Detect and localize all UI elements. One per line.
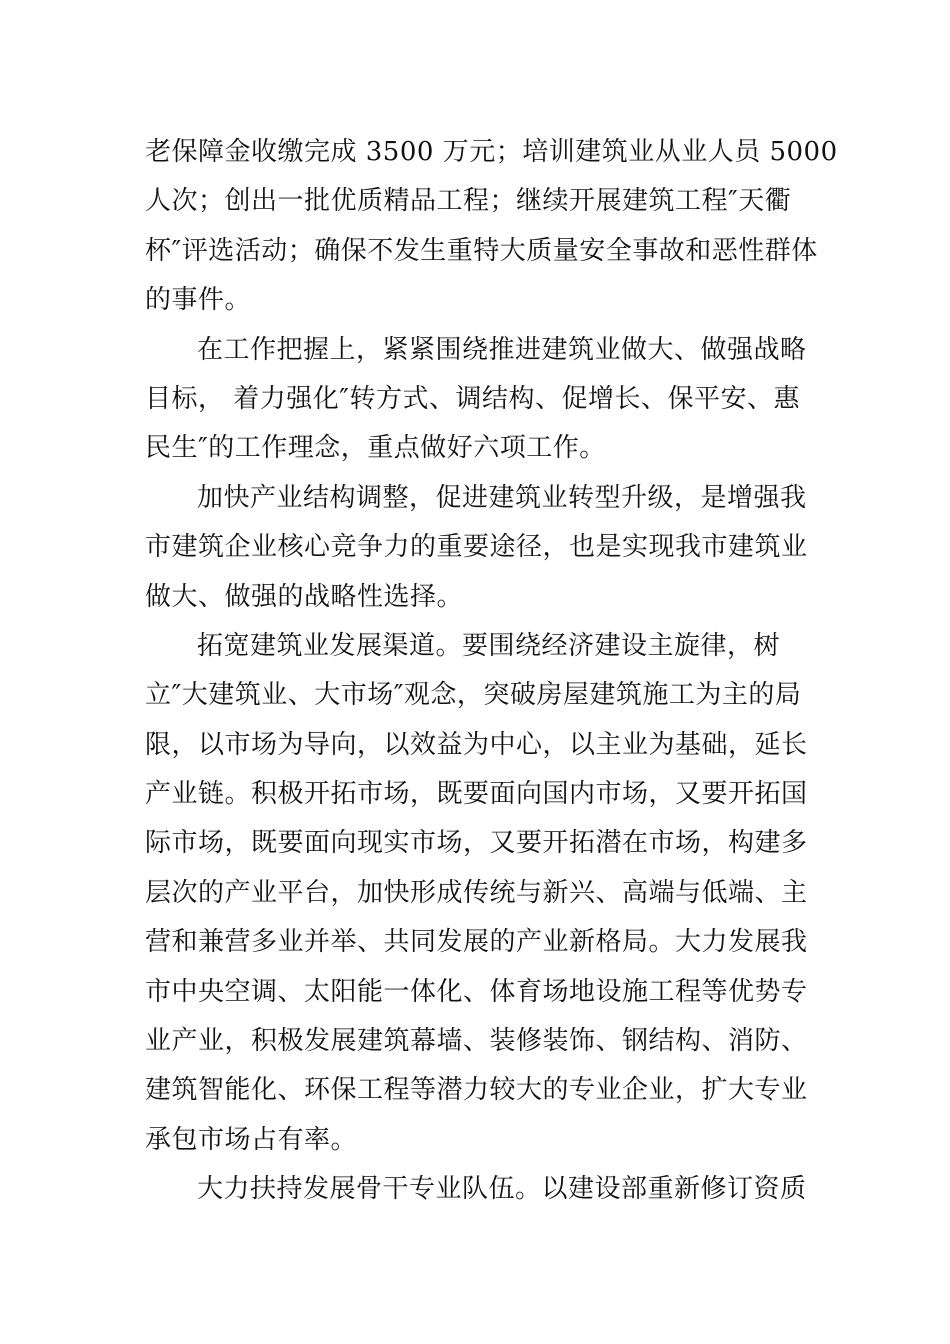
text-line: 际市场，既要面向现实市场，又要开拓潜在市场，构建多 xyxy=(145,828,808,859)
text-line: 业产业，积极发展建筑幕墙、装修装饰、钢结构、消防、 xyxy=(145,1026,808,1057)
text-line: 市建筑企业核心竞争力的重要途径，也是实现我市建筑业 xyxy=(145,532,808,563)
text-line: 承包市场占有率。 xyxy=(145,1124,358,1155)
text-line: 营和兼营多业并举、共同发展的产业新格局。大力发展我 xyxy=(145,927,808,958)
paragraph xyxy=(145,128,838,326)
paragraph xyxy=(145,326,825,474)
text-line: 限，以市场为导向，以效益为中心，以主业为基础，延长 xyxy=(145,729,808,760)
text-line: 人次；创出一批优质精品工程；继续开展建筑工程″天衢 xyxy=(145,186,792,217)
text-line: 民生″的工作理念，重点做好六项工作。 xyxy=(145,433,606,464)
text-line: 加快产业结构调整，促进建筑业转型升级，是增强我 xyxy=(197,482,807,513)
text-line: 大力扶持发展骨干专业队伍。以建设部重新修订资质 xyxy=(197,1174,807,1205)
text-line: 产业链。积极开拓市场，既要面向国内市场，又要开拓国 xyxy=(145,779,808,810)
text-line: 拓宽建筑业发展渠道。要围绕经济建设主旋律，树 xyxy=(197,630,781,661)
text-line: 杯″评选活动；确保不发生重特大质量安全事故和恶性群体 xyxy=(145,235,818,266)
text-line: 目标， 着力强化″转方式、调结构、促增长、保平安、惠 xyxy=(145,383,800,414)
text-line: 市中央空调、太阳能一体化、体育场地设施工程等优势专 xyxy=(145,976,808,1007)
text-line: 建筑智能化、环保工程等潜力较大的专业企业，扩大专业 xyxy=(145,1075,808,1106)
text-line: 立″大建筑业、大市场″观念，突破房屋建筑施工为主的局 xyxy=(145,680,802,711)
document-body xyxy=(145,128,838,1215)
text-line: 老保障金收缴完成 3500 万元；培训建筑业从业人员 5000 xyxy=(145,137,838,167)
paragraph xyxy=(145,1165,825,1214)
paragraph xyxy=(145,474,825,622)
text-line: 的事件。 xyxy=(145,285,252,316)
text-line: 层次的产业平台，加快形成传统与新兴、高端与低端、主 xyxy=(145,877,808,908)
text-line: 做大、做强的战略性选择。 xyxy=(145,581,464,612)
text-line: 在工作把握上，紧紧围绕推进建筑业做大、做强战略 xyxy=(197,334,807,365)
paragraph xyxy=(145,622,825,1165)
